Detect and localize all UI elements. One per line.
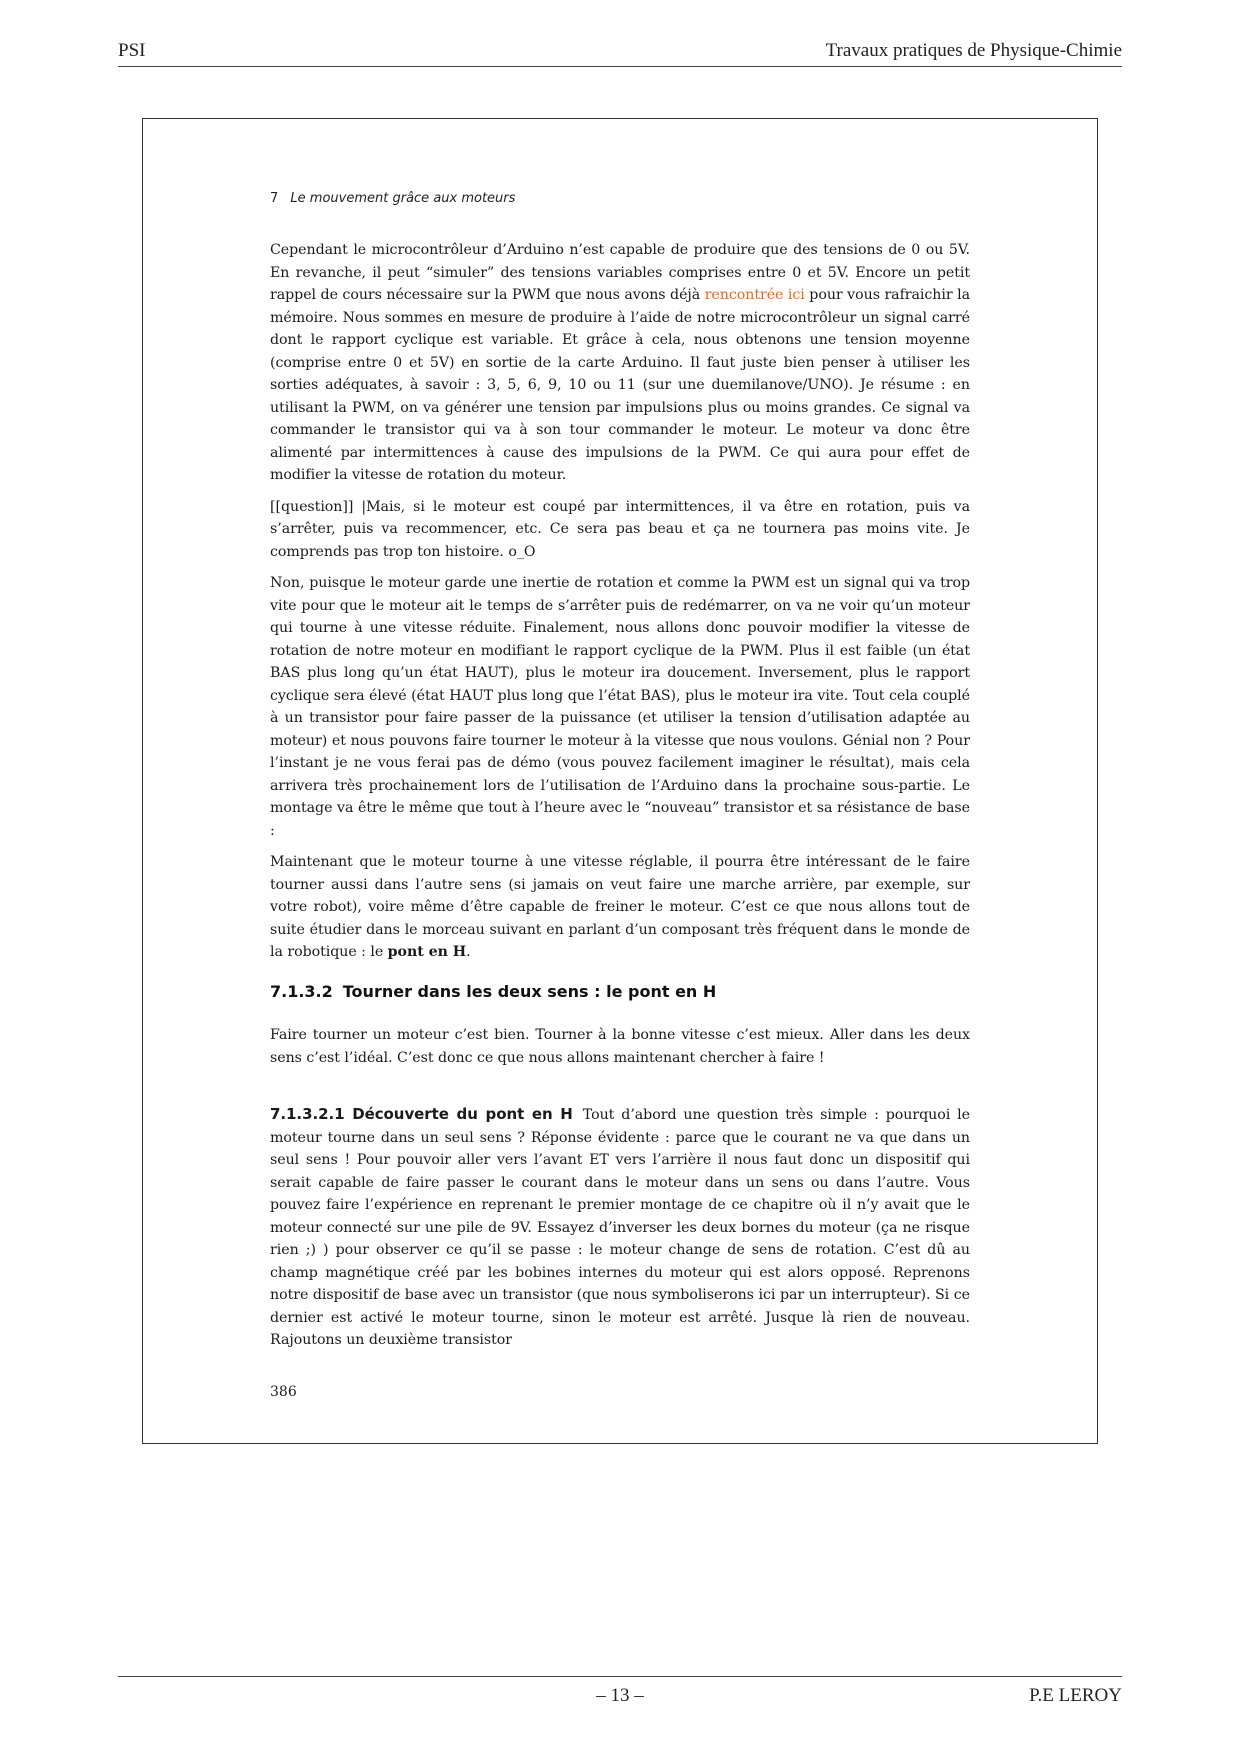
footer-page-number: – 13 – [596,1685,644,1706]
header-left: PSI [118,40,146,61]
inner-page-number: 386 [270,1384,297,1400]
header-rule [118,66,1122,67]
paragraph-pwm [270,239,970,487]
subsection-paragraph [270,1103,970,1352]
paragraph-question: [[question]] |Mais, si le moteur est coupé par intermittences, il va être en rotation, puis va s’arrêter, puis va recommencer, etc. Ce sera pas beau et ça ne tournera pas moins vite. Je comprends pas trop ton histoire. o_O [270,498,970,560]
header-right: Travaux pratiques de Physique-Chimie [825,40,1122,61]
paragraph-pont-intro-end: . [466,944,471,960]
footer-author: P.E LEROY [1029,1685,1122,1706]
subsection-heading: 7.1.3.2.1 Découverte du pont en H [270,1105,573,1123]
section-title: Tourner dans les deux sens : le pont en H [342,982,717,1001]
subsection-text: Tout d’abord une question très simple : pourquoi le moteur tourne dans un seul sens ? Réponse évidente : parce que le courant ne va que dans un seul sens ! Pour pouvoir aller vers l’avant ET vers l’arrière il nous faut donc un dispositif qui serait capable de faire passer le courant dans le moteur dans un sens ou dans l’autre. Vous pouvez faire l’expérience en reprenant le premier montage de ce chapitre où il n’y avait que le moteur connecté sur une pile de 9V. Essayez d’inverser les deux bornes du moteur (ça ne risque rien ;) ) pour observer ce qu’il se passe : le moteur change de sens de rotation. C’est dû au champ magnétique créé par les bobines internes du moteur qui est alors opposé. Reprenons notre dispositif de base avec un transistor (que nous symboliserons ici par un interrupteur). Si ce dernier est activé le moteur tourne, sinon le moteur est arrêté. Jusque là rien de nouveau. Rajoutons un deuxième transistor [270,1107,970,1348]
body-text [270,239,970,973]
link-rencontree-ici[interactable]: rencontrée ici [704,287,805,303]
paragraph-inertia: Non, puisque le moteur garde une inertie de rotation et comme la PWM est un signal qui va trop vite pour que le moteur ait le temps de s’arrêter puis de redémarrer, on va ne voir qu’un moteur qui tourne à une vitesse réduite. Finalement, nous allons donc pouvoir modifier la vitesse de rotation de notre moteur en modifiant le rapport cyclique de la PWM. Plus il est faible (un état BAS plus long qu’un état HAUT), plus le moteur ira doucement. Inversement, plus le rapport cyclique sera élevé (état HAUT plus long que l’état BAS), plus le moteur ira vite. Tout cela couplé à un transistor pour faire passer de la puissance (et utiliser la tension d’utilisation adaptée au moteur) et nous pouvons faire tourner le moteur à la vitesse que nous voulons. Génial non ? Pour l’instant je ne vous ferai pas de démo (vous pouvez facilement imaginer le résultat), mais cela arrivera très prochainement lors de l’utilisation de l’Arduino dans la prochaine sous-partie. Le montage va être le même que tout à l’heure avec le “nouveau” transistor et sa résistance de base : [270,575,970,839]
paragraph-pwm-end: pour vous rafraichir la mémoire. Nous sommes en mesure de produire à l’aide de notre microcontrôleur un signal carré dont le rapport cyclique est variable. Et grâce à cela, nous obtenons une tension moyenne (comprise entre 0 et 5V) en sortie de la carte Arduino. Il faut juste bien penser à utiliser les sorties adéquates, à savoir : 3, 5, 6, 9, 10 ou 11 (sur une duemilanove/UNO). Je résume : en utilisant la PWM, on va générer une tension par impulsions plus ou moins grandes. Ce signal va commander le transistor qui va à son tour commander le moteur. Le moteur va donc être alimenté par intermittences à cause des impulsions de la PWM. Ce qui aura pour effet de modifier la vitesse de rotation du moteur. [270,287,971,483]
chapter-title: Le mouvement grâce aux moteurs [290,191,516,206]
footer-rule [118,1676,1122,1677]
section-paragraph: Faire tourner un moteur c’est bien. Tourner à la bonne vitesse c’est mieux. Aller dans les deux sens c’est l’idéal. C’est donc ce que nous allons maintenant chercher à faire ! [270,1027,970,1066]
paragraph-pont-intro [270,851,970,964]
paragraph-pwm-start: Cependant le microcontrôleur d’Arduino n’est capable de produire que des tensions de 0 ou 5V. En revanche, il peut “simuler” des tensions variables comprises entre 0 et 5V. Encore un petit rappel de cours nécessaire sur la PWM que nous avons déjà [270,242,970,303]
bold-pont-en-h: pont en H [387,944,467,960]
chapter-marker [270,191,515,206]
subsection-body [270,1103,970,1361]
section-number: 7.1.3.2 [270,982,333,1001]
section-heading [270,982,716,1001]
paragraph-pont-intro-start: Maintenant que le moteur tourne à une vitesse réglable, il pourra être intéressant de le faire tourner aussi dans l’autre sens (si jamais on veut faire une marche arrière, par exemple, sur votre robot), voire même d’être capable de freiner le moteur. C’est ce que nous allons tout de suite étudier dans le morceau suivant en parlant d’un composant très fréquent dans le monde de la robotique : le [270,854,970,960]
chapter-number: 7 [270,191,279,206]
section-body [270,1024,970,1078]
